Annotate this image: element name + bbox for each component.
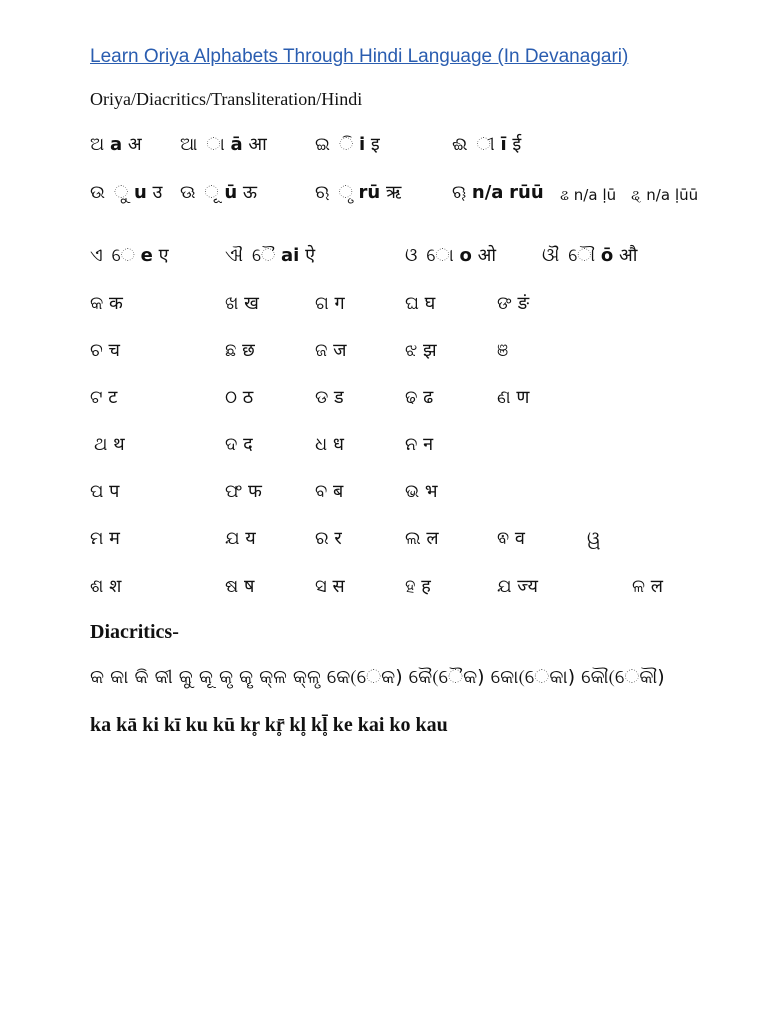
oriya-letter: ଔ bbox=[542, 245, 560, 266]
transliteration: o bbox=[459, 245, 472, 266]
consonant-cell: ଲ ल bbox=[405, 528, 439, 549]
transliteration: ai bbox=[281, 245, 300, 266]
oriya-letter: ଈ bbox=[452, 134, 468, 155]
hindi-letter: ऊ bbox=[242, 182, 258, 203]
consonant-cell: ଳ ल bbox=[632, 576, 663, 597]
consonant-cell: ଝ झ bbox=[405, 340, 437, 361]
transliteration: ḷūū bbox=[674, 186, 699, 204]
consonant-cell: ଡ ड bbox=[315, 387, 344, 408]
consonant-cell: ଣ ण bbox=[497, 387, 530, 408]
consonant-cell: ଵ व bbox=[497, 528, 525, 549]
consonant-cell: ଠ ठ bbox=[225, 387, 254, 408]
consonant-cell: ଜ ज bbox=[315, 340, 347, 361]
hindi-letter: ऐ bbox=[305, 245, 316, 266]
diacritic: n/a bbox=[646, 186, 671, 204]
hindi-letter: ओ bbox=[477, 245, 497, 266]
oriya-letter: ଊ bbox=[180, 182, 196, 203]
vowel-aa bbox=[180, 133, 267, 157]
oriya-letter: ଅ bbox=[90, 134, 105, 155]
diacritics-transliteration: ka kā ki kī ku kū kr̥ kr̥̄ kl̥ kl̥̄ ke kai ko kau bbox=[90, 714, 448, 736]
oriya-letter: ଆ bbox=[180, 134, 198, 155]
transliteration: rūū bbox=[509, 182, 544, 203]
transliteration: u bbox=[133, 182, 147, 203]
consonant-cell: ଭ भ bbox=[405, 481, 438, 502]
vowel-i bbox=[315, 133, 380, 157]
hindi-letter: अ bbox=[127, 134, 142, 155]
consonant-cell: ଘ घ bbox=[405, 293, 436, 314]
oriya-letter: ଏ bbox=[90, 245, 103, 266]
hindi-letter: ए bbox=[158, 245, 169, 266]
transliteration: ḷū bbox=[602, 186, 617, 204]
oriya-letter: ୡ bbox=[631, 186, 642, 204]
diacritic: n/a bbox=[573, 186, 598, 204]
consonant-cell: ୱ bbox=[587, 528, 601, 549]
vowel-lu bbox=[560, 183, 616, 207]
vowel-ruu bbox=[452, 181, 544, 205]
diacritics-examples: କ କା କି କୀ କୁ କୂ କୃ କୄ କ୍ଳ କ୍ଳୃ କେ(େକ) କୈ(ୈକ) କୋ(େକା) କୌ(େକୗ) bbox=[90, 666, 665, 688]
vowel-ai bbox=[225, 244, 315, 268]
consonant-cell: ଫ फ bbox=[225, 481, 262, 502]
vowel-o bbox=[405, 244, 496, 268]
consonant-cell: ଢ ढ bbox=[405, 387, 434, 408]
diacritics-heading: Diacritics- bbox=[90, 621, 179, 643]
consonant-cell: ଷ ष bbox=[225, 576, 255, 597]
consonant-cell: ଯ य bbox=[225, 528, 256, 549]
consonant-cell: ଙ ङं bbox=[497, 293, 530, 314]
vowel-uu bbox=[180, 181, 257, 205]
transliteration: i bbox=[358, 134, 366, 155]
hindi-letter: इ bbox=[370, 134, 380, 155]
vowel-u bbox=[90, 181, 162, 205]
transliteration: ō bbox=[600, 245, 614, 266]
vowel-au bbox=[542, 244, 637, 268]
consonant-cell: ଖ ख bbox=[225, 293, 259, 314]
consonant-cell: ହ ह bbox=[405, 576, 431, 597]
page-title-link[interactable]: Learn Oriya Alphabets Through Hindi Language (In Devanagari) bbox=[90, 46, 629, 67]
transliteration: ā bbox=[230, 134, 243, 155]
transliteration: a bbox=[109, 134, 123, 155]
hindi-letter: उ bbox=[152, 182, 163, 203]
oriya-letter: ଋ bbox=[315, 182, 330, 203]
vowel-a bbox=[90, 133, 142, 157]
consonant-cell: ଦ द bbox=[225, 434, 253, 455]
consonant-cell: ପ प bbox=[90, 481, 120, 502]
consonant-cell: ର र bbox=[315, 528, 342, 549]
consonant-cell: ମ म bbox=[90, 528, 120, 549]
oriya-letter: ୠ bbox=[452, 182, 467, 203]
vowel-ru bbox=[315, 181, 401, 205]
vowel-e bbox=[90, 244, 169, 268]
hindi-letter: ऋ bbox=[385, 182, 402, 203]
column-legend: Oriya/Diacritics/Transliteration/Hindi bbox=[90, 89, 363, 109]
consonant-cell: ଛ छ bbox=[225, 340, 255, 361]
consonant-cell: ବ ब bbox=[315, 481, 344, 502]
consonant-cell: ଯ ज्य bbox=[497, 576, 539, 597]
transliteration: ī bbox=[500, 134, 507, 155]
transliteration: e bbox=[140, 245, 153, 266]
transliteration: ū bbox=[224, 182, 238, 203]
hindi-letter: ई bbox=[512, 134, 522, 155]
vowel-ii bbox=[452, 133, 521, 157]
consonant-cell: କ क bbox=[90, 293, 123, 314]
vowel-luu bbox=[631, 183, 698, 207]
diacritic: n/a bbox=[471, 182, 504, 203]
consonant-cell: ଥ थ bbox=[94, 434, 125, 455]
consonant-cell: ଞ bbox=[497, 340, 509, 361]
oriya-letter: ଇ bbox=[315, 134, 330, 155]
consonant-cell: ଟ ट bbox=[90, 387, 118, 408]
transliteration: rū bbox=[358, 182, 381, 203]
hindi-letter: आ bbox=[248, 134, 267, 155]
consonant-cell: ଚ च bbox=[90, 340, 120, 361]
oriya-letter: ଉ bbox=[90, 182, 105, 203]
consonant-cell: ସ स bbox=[315, 576, 345, 597]
hindi-letter: औ bbox=[618, 245, 638, 266]
consonant-cell: ଶ श bbox=[90, 576, 122, 597]
consonant-cell: ନ न bbox=[405, 434, 434, 455]
consonant-cell: ଧ ध bbox=[315, 434, 344, 455]
oriya-letter: ଌ bbox=[560, 186, 570, 204]
consonant-cell: ଗ ग bbox=[315, 293, 345, 314]
oriya-letter: ଐ bbox=[225, 245, 243, 266]
oriya-letter: ଓ bbox=[405, 245, 418, 266]
